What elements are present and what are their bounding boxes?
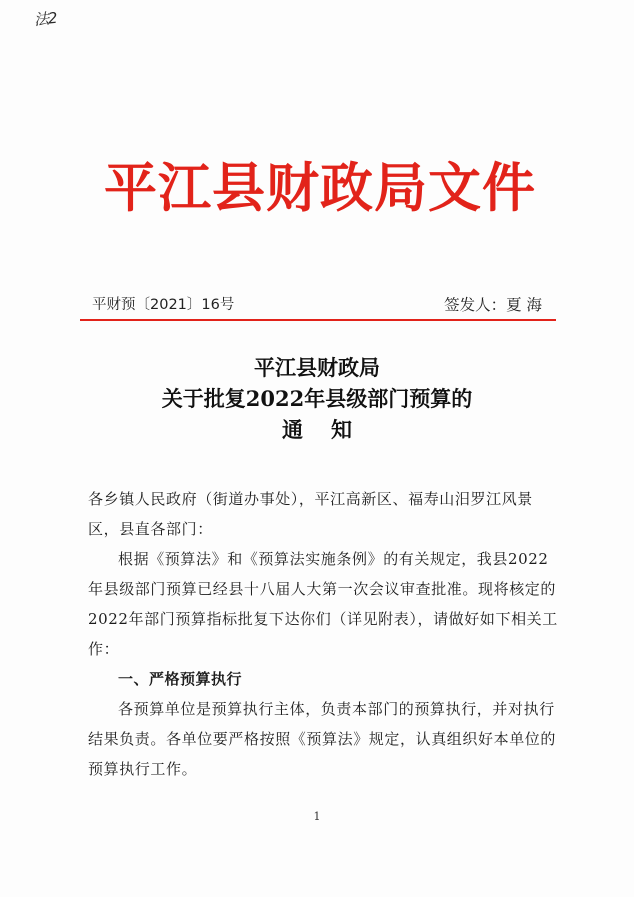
title-line-3: 通知 bbox=[282, 417, 380, 442]
title-line-1: 平江县财政局 bbox=[254, 355, 380, 380]
section-heading-1: 一、严格预算执行 bbox=[118, 670, 243, 688]
document-title bbox=[60, 352, 574, 445]
signer: 签发人：夏 海 bbox=[444, 296, 542, 314]
paragraph-2: 各预算单位是预算执行主体，负责本部门的预算执行，并对执行结果负责。各单位要严格按照《预算法》规定，认真组织好本单位的预算执行工作。 bbox=[88, 700, 557, 778]
paragraph-1: 根据《预算法》和《预算法实施条例》的有关规定，我县2022年县级部门预算已经县十八届人大第一次会议审查批准。现将核定的2022年部门预算指标批复下达你们（详见附表），请做好如下相关工作： bbox=[88, 550, 558, 658]
title-line-2: 关于批复2022年县级部门预算的 bbox=[161, 386, 473, 411]
document-meta-row bbox=[92, 293, 542, 315]
red-divider-line bbox=[80, 319, 556, 321]
handwritten-annotation: 法2 bbox=[33, 8, 58, 30]
salutation: 各乡镇人民政府（街道办事处），平江高新区、福寿山汨罗江风景区，县直各部门： bbox=[88, 490, 533, 538]
document-body bbox=[88, 484, 558, 784]
document-number: 平财预〔2021〕16号 bbox=[92, 297, 235, 313]
page-number: 1 bbox=[313, 810, 321, 823]
issuer-header: 平江县财政局文件 bbox=[104, 157, 536, 219]
